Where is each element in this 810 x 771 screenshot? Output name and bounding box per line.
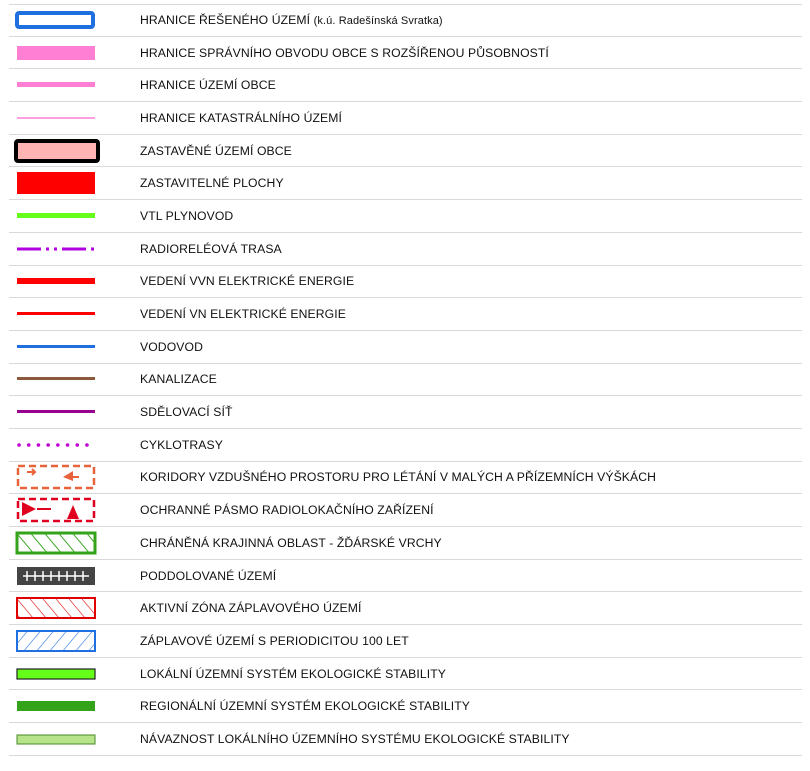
legend-row-medium-voltage-line [9,298,802,331]
undermined-area-symbol-icon [9,560,109,592]
legend-label-text: KORIDORY VZDUŠNÉHO PROSTORU PRO LÉTÁNÍ V MALÝCH A PŘÍZEMNÍCH VÝŠKÁCH [140,470,657,485]
legend-label-text: SDĚLOVACÍ SÍŤ [140,405,233,420]
boundary-municipality-symbol-icon [9,69,109,101]
legend-label [140,536,442,550]
legend-label [140,340,203,354]
legend-label-text: ZASTAVITELNÉ PLOCHY [140,176,284,191]
legend-row-local-ses-continuity [9,723,802,756]
high-voltage-line-symbol-icon [9,266,109,298]
legend-label [140,13,443,27]
legend-row-built-up-area [9,135,802,168]
legend-row-boundary-solved-area [9,4,802,37]
legend-label-text: KANALIZACE [140,372,217,387]
legend-label-text: HRANICE KATASTRÁLNÍHO ÚZEMÍ [140,110,343,125]
legend-label-text: AKTIVNÍ ZÓNA ZÁPLAVOVÉHO ÚZEMÍ [140,601,362,616]
legend-label [140,144,292,158]
telecom-network-symbol-icon [9,396,109,428]
legend-row-regional-ses [9,690,802,723]
boundary-extended-municipality-symbol-icon [9,37,109,69]
legend-row-cycle-routes [9,429,802,462]
legend-row-boundary-cadastral [9,102,802,135]
legend-label [140,405,233,419]
legend-label [140,569,276,583]
buildable-areas-symbol-icon [9,167,109,199]
legend-row-high-voltage-line [9,266,802,299]
legend-row-water-main [9,331,802,364]
legend-label [140,307,346,321]
legend-label [140,372,217,386]
legend-row-local-ses [9,658,802,691]
legend-label-text: HRANICE ŘEŠENÉHO ÚZEMÍ [140,13,311,28]
cycle-routes-symbol-icon [9,429,109,461]
legend-row-boundary-municipality [9,69,802,102]
airspace-corridors-symbol-icon [9,462,109,494]
legend-label-text: VODOVOD [140,339,204,354]
built-up-area-symbol-icon [9,135,109,167]
local-ses-symbol-icon [9,658,109,690]
legend-label-text: HRANICE SPRÁVNÍHO OBVODU OBCE S ROZŠÍŘENOU PŮSOBNOSTÍ [140,45,549,60]
legend-row-radio-relay-route [9,233,802,266]
legend-label [140,601,362,615]
legend-label [140,634,409,648]
legend-row-gas-pipeline [9,200,802,233]
radar-protection-zone-symbol-icon [9,494,109,526]
legend-label-text: PODDOLOVANÉ ÚZEMÍ [140,568,277,583]
legend-label-text: VEDENÍ VVN ELEKTRICKÉ ENERGIE [140,274,355,289]
legend-label-text: HRANICE ÚZEMÍ OBCE [140,78,276,93]
legend-label-text: NÁVAZNOST LOKÁLNÍHO ÚZEMNÍHO SYSTÉMU EKOLOGICKÉ STABILITY [140,731,570,746]
local-ses-continuity-symbol-icon [9,723,109,755]
legend-label [140,438,223,452]
legend-row-airspace-corridors [9,462,802,495]
legend-label [140,209,233,223]
flood-100-year-symbol-icon [9,625,109,657]
legend-row-radar-protection-zone [9,494,802,527]
legend-label-text: CYKLOTRASY [140,437,223,452]
legend-label-text: LOKÁLNÍ ÚZEMNÍ SYSTÉM EKOLOGICKÉ STABILITY [140,666,447,681]
boundary-solved-area-symbol-icon [9,5,109,36]
water-main-symbol-icon [9,331,109,363]
legend-label [140,274,354,288]
legend-row-buildable-areas [9,167,802,200]
active-flood-zone-symbol-icon [9,592,109,624]
legend-row-boundary-extended-municipality [9,37,802,70]
legend-table [9,4,802,756]
legend-label-text: REGIONÁLNÍ ÚZEMNÍ SYSTÉM EKOLOGICKÉ STABILITY [140,699,471,714]
medium-voltage-line-symbol-icon [9,298,109,330]
legend-label [140,78,276,92]
legend-label [140,699,470,713]
legend-label-text: VEDENÍ VN ELEKTRICKÉ ENERGIE [140,307,346,322]
legend-row-active-flood-zone [9,592,802,625]
legend-label [140,111,342,125]
legend-label-text: ZÁPLAVOVÉ ÚZEMÍ S PERIODICITOU 100 LET [140,633,409,648]
legend-label-text: OCHRANNÉ PÁSMO RADIOLOKAČNÍHO ZAŘÍZENÍ [140,503,434,518]
legend-row-undermined-area [9,560,802,593]
legend-row-sewer [9,364,802,397]
legend-label-text: RADIORELÉOVÁ TRASA [140,241,282,256]
gas-pipeline-symbol-icon [9,200,109,232]
radio-relay-route-symbol-icon [9,233,109,265]
legend-label-text: ZASTAVĚNÉ ÚZEMÍ OBCE [140,143,292,158]
sewer-symbol-icon [9,364,109,396]
legend-sublabel-text: (k.ú. Radešínská Svratka) [313,15,443,28]
legend-row-flood-100-year [9,625,802,658]
legend-row-protected-landscape [9,527,802,560]
legend-label [140,46,549,60]
legend-label [140,470,656,484]
legend-label [140,176,284,190]
legend-label-text: CHRÁNĚNÁ KRAJINNÁ OBLAST - ŽĎÁRSKÉ VRCHY [140,535,442,550]
protected-landscape-symbol-icon [9,527,109,559]
regional-ses-symbol-icon [9,690,109,722]
legend-row-telecom-network [9,396,802,429]
legend-label [140,667,446,681]
legend-label [140,242,282,256]
legend-label [140,503,434,517]
legend-label [140,732,570,746]
boundary-cadastral-symbol-icon [9,102,109,134]
legend-label-text: VTL PLYNOVOD [140,208,234,223]
